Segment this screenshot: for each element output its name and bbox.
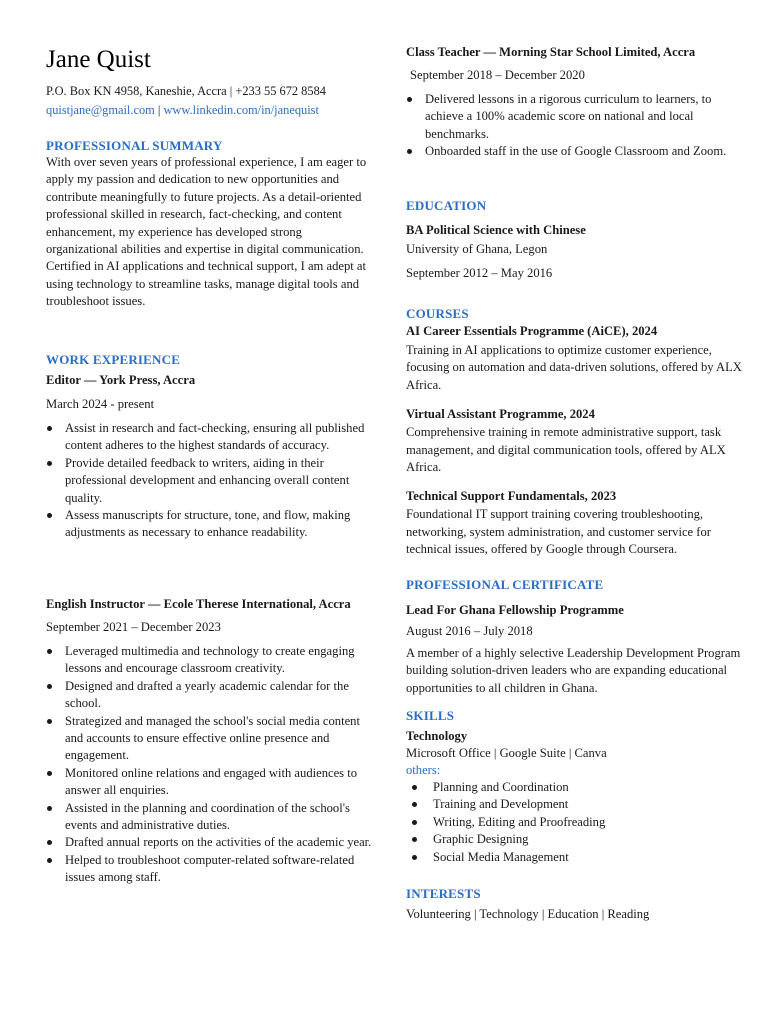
contact-block xyxy=(46,82,326,120)
list-item: Provide detailed feedback to writers, aiding in their professional development and enhancing overall content quality. xyxy=(46,455,376,507)
summary-heading: PROFESSIONAL SUMMARY xyxy=(46,138,223,153)
work-section xyxy=(46,351,376,542)
course-item xyxy=(406,323,742,394)
skills-section xyxy=(406,707,742,866)
job-title: Editor — York Press, Accra xyxy=(46,373,196,387)
interests-heading: INTERESTS xyxy=(406,886,481,901)
list-item: Helped to troubleshoot computer-related software-related issues among staff. xyxy=(46,852,376,887)
certificate-description: A member of a highly selective Leadership Development Program building solution-driven leaders who are expanding educational opportunities to all children in Ghana. xyxy=(406,646,741,695)
list-item: Monitored online relations and engaged with audiences to answer all enquiries. xyxy=(46,765,376,800)
job-class-teacher xyxy=(406,44,742,161)
list-item: Social Media Management xyxy=(406,849,742,866)
course-description: Foundational IT support training covering troubleshooting, networking, system administration, and customer service for technical issues, offered by Google through Coursera. xyxy=(406,507,711,557)
courses-section xyxy=(406,305,742,559)
job-bullets xyxy=(46,643,376,887)
school-name: University of Ghana, Legon xyxy=(406,242,548,256)
address-line: P.O. Box KN 4958, Kaneshie, Accra | +233 55 672 8584 xyxy=(46,84,326,98)
courses-heading: COURSES xyxy=(406,306,469,321)
skills-others-label: others: xyxy=(406,763,441,777)
list-item: Writing, Editing and Proofreading xyxy=(406,814,742,831)
list-item: Assisted in the planning and coordination of the school's events and administrative duties. xyxy=(46,800,376,835)
list-item: Planning and Coordination xyxy=(406,779,742,796)
education-heading: EDUCATION xyxy=(406,198,487,213)
list-item: Designed and drafted a yearly academic calendar for the school. xyxy=(46,678,376,713)
certificate-dates: August 2016 – July 2018 xyxy=(406,624,533,638)
list-item: Training and Development xyxy=(406,796,742,813)
job-dates: September 2021 – December 2023 xyxy=(46,620,221,634)
course-title: Virtual Assistant Programme, 2024 xyxy=(406,407,595,422)
certificate-section xyxy=(406,576,742,697)
education-dates: September 2012 – May 2016 xyxy=(406,266,553,280)
education-section xyxy=(406,197,742,282)
skills-technology-list: Microsoft Office | Google Suite | Canva xyxy=(406,746,607,760)
interests-list: Volunteering | Technology | Education | Reading xyxy=(406,907,650,921)
certificate-title: Lead For Ghana Fellowship Programme xyxy=(406,603,624,617)
certificate-heading: PROFESSIONAL CERTIFICATE xyxy=(406,577,604,592)
job-bullets xyxy=(406,91,742,161)
job-editor xyxy=(46,372,376,542)
summary-text: With over seven years of professional experience, I am eager to apply my passion and dedication to new opportunities and contribute meaningfully to future projects. As a detail-oriented professional skilled in research, fact-checking, and content enhancement, my experience has developed strong organizational abilities and expertise in digital communication. Certified in AI applications and technical support, I am adept at using technology to streamline tasks, manage digital tools and troubleshoot issues. xyxy=(46,155,367,309)
linkedin-link[interactable]: www.linkedin.com/in/janequist xyxy=(163,103,319,117)
email-link[interactable]: quistjane@gmail.com xyxy=(46,103,155,117)
list-item: Delivered lessons in a rigorous curriculum to learners, to achieve a 100% academic score on national and local benchmarks. xyxy=(406,91,742,143)
list-item: Strategized and managed the school's social media content and accounts to ensure effective online presence and engagement. xyxy=(46,713,376,765)
job-dates: September 2018 – December 2020 xyxy=(410,68,585,82)
list-item: Drafted annual reports on the activities of the academic year. xyxy=(46,834,376,851)
candidate-name: Jane Quist xyxy=(46,46,151,73)
contact-separator: | xyxy=(154,103,164,117)
course-title: Technical Support Fundamentals, 2023 xyxy=(406,489,617,504)
list-item: Graphic Designing xyxy=(406,831,742,848)
course-title: AI Career Essentials Programme (AiCE), 2024 xyxy=(406,324,658,338)
job-title: Class Teacher — Morning Star School Limited, Accra xyxy=(406,45,696,59)
job-dates: March 2024 - present xyxy=(46,397,155,411)
course-description: Comprehensive training in remote administrative support, task management, and digital communication tools, offered by ALX Africa. xyxy=(406,425,726,475)
interests-section xyxy=(406,885,742,923)
degree-title: BA Political Science with Chinese xyxy=(406,223,586,237)
skills-list xyxy=(406,779,742,866)
job-title: English Instructor — Ecole Therese International, Accra xyxy=(46,597,351,611)
skills-technology-label: Technology xyxy=(406,729,468,743)
job-bullets xyxy=(46,420,376,542)
list-item: Leveraged multimedia and technology to create engaging lessons and encourage classroom creativity. xyxy=(46,643,376,678)
course-item xyxy=(406,406,742,476)
online-contacts xyxy=(46,101,326,120)
skills-heading: SKILLS xyxy=(406,708,455,723)
list-item: Assist in research and fact-checking, ensuring all published content adheres to the highest standards of accuracy. xyxy=(46,420,376,455)
course-item xyxy=(406,488,742,558)
list-item: Onboarded staff in the use of Google Classroom and Zoom. xyxy=(406,143,742,160)
course-description: Training in AI applications to optimize customer experience, focusing on automation and data-driven solutions, offered by ALX Africa. xyxy=(406,343,742,392)
work-heading: WORK EXPERIENCE xyxy=(46,352,181,367)
job-english-instructor xyxy=(46,596,376,887)
list-item: Assess manuscripts for structure, tone, and flow, making adjustments as necessary to enhance readability. xyxy=(46,507,376,542)
summary-section xyxy=(46,137,376,311)
